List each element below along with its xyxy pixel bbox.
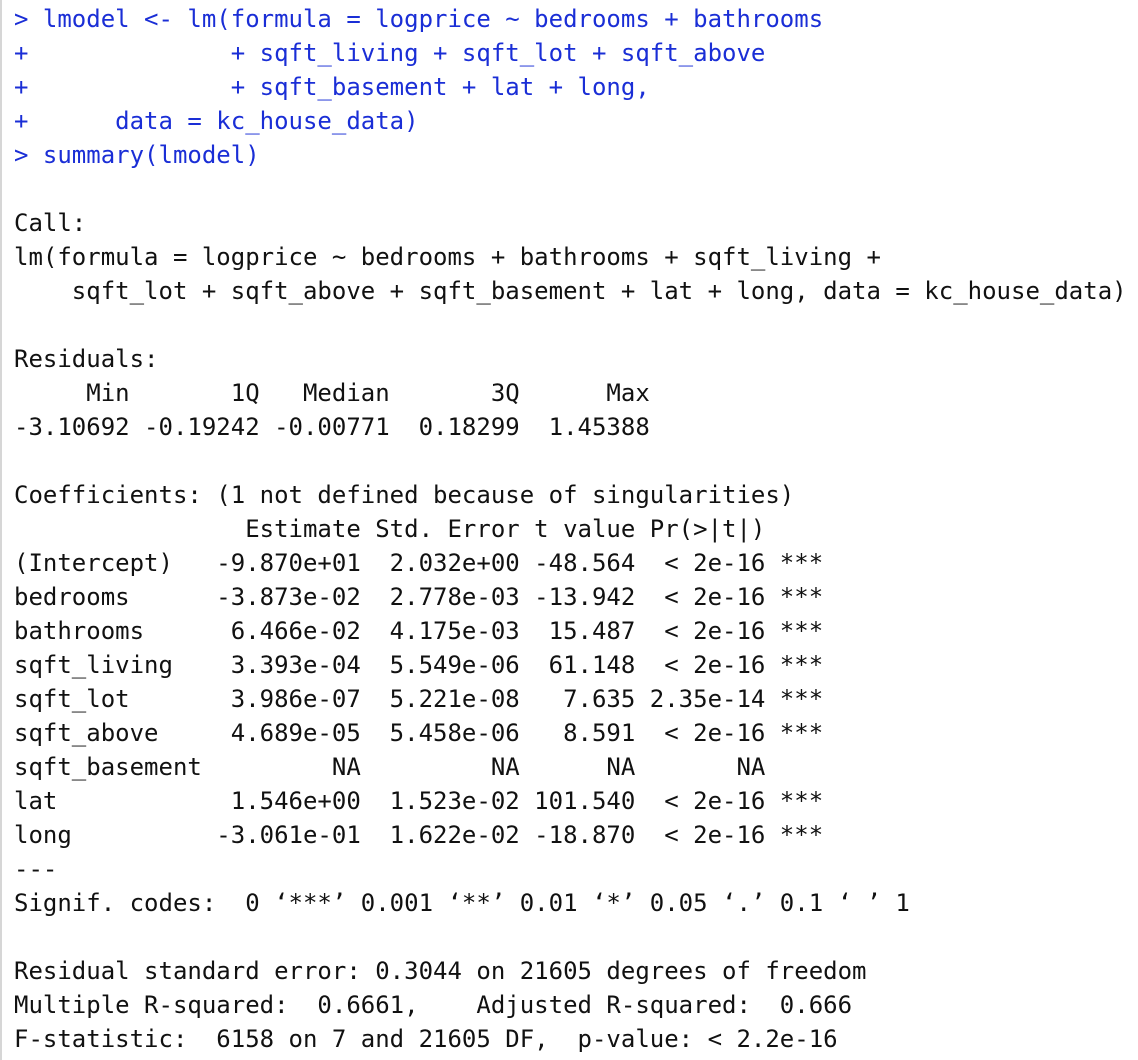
residual-std-error-line: Residual standard error: 0.3044 on 21605 degrees of freedom [14, 957, 867, 985]
console-continuation-line: + + sqft_basement + lat + long, [14, 73, 650, 101]
blank-line [14, 308, 1138, 342]
call-formula-line: lm(formula = logprice ~ bedrooms + bathrooms + sqft_living + [14, 243, 881, 271]
residuals-values-row: -3.10692 -0.19242 -0.00771 0.18299 1.45388 [14, 413, 665, 441]
blank-line [14, 444, 1138, 478]
console-input-line: > summary(lmodel) [14, 141, 260, 169]
coefficient-row: (Intercept) -9.870e+01 2.032e+00 -48.564 < 2e-16 *** [14, 549, 824, 577]
blank-line [14, 172, 1138, 206]
coefficient-row: bathrooms 6.466e-02 4.175e-03 15.487 < 2e-16 *** [14, 617, 824, 645]
blank-line [14, 920, 1138, 954]
residuals-header-row: Min 1Q Median 3Q Max [14, 379, 665, 407]
coefficients-heading: Coefficients: (1 not defined because of singularities) [14, 481, 795, 509]
coefficient-row: sqft_basement NA NA NA NA [14, 753, 824, 781]
f-statistic-line: F-statistic: 6158 on 7 and 21605 DF, p-value: < 2.2e-16 [14, 1025, 838, 1053]
coefficient-row: long -3.061e-01 1.622e-02 -18.870 < 2e-16 *** [14, 821, 824, 849]
console-input-line: > lmodel <- lm(formula = logprice ~ bedrooms + bathrooms [14, 5, 824, 33]
coefficient-row: bedrooms -3.873e-02 2.778e-03 -13.942 < 2e-16 *** [14, 583, 824, 611]
r-squared-line: Multiple R-squared: 0.6661, Adjusted R-squared: 0.666 [14, 991, 867, 1019]
console-continuation-line: + + sqft_living + sqft_lot + sqft_above [14, 39, 766, 67]
coefficients-header-row: Estimate Std. Error t value Pr(>|t|) [14, 515, 824, 543]
console-continuation-line: + data = kc_house_data) [14, 107, 419, 135]
signif-codes-line: Signif. codes: 0 ‘***’ 0.001 ‘**’ 0.01 ‘*’ 0.05 ‘.’ 0.1 ‘ ’ 1 [14, 889, 910, 917]
coefficient-row: sqft_living 3.393e-04 5.549e-06 61.148 < 2e-16 *** [14, 651, 824, 679]
call-formula-line: sqft_lot + sqft_above + sqft_basement + lat + long, data = kc_house_data) [14, 277, 1127, 305]
coefficient-row: lat 1.546e+00 1.523e-02 101.540 < 2e-16 *** [14, 787, 824, 815]
coefficient-row: sqft_lot 3.986e-07 5.221e-08 7.635 2.35e-14 *** [14, 685, 824, 713]
residuals-heading: Residuals: [14, 345, 159, 373]
call-heading: Call: [14, 209, 87, 237]
coefficient-row: sqft_above 4.689e-05 5.458e-06 8.591 < 2e-16 *** [14, 719, 824, 747]
separator-line: --- [14, 855, 58, 883]
